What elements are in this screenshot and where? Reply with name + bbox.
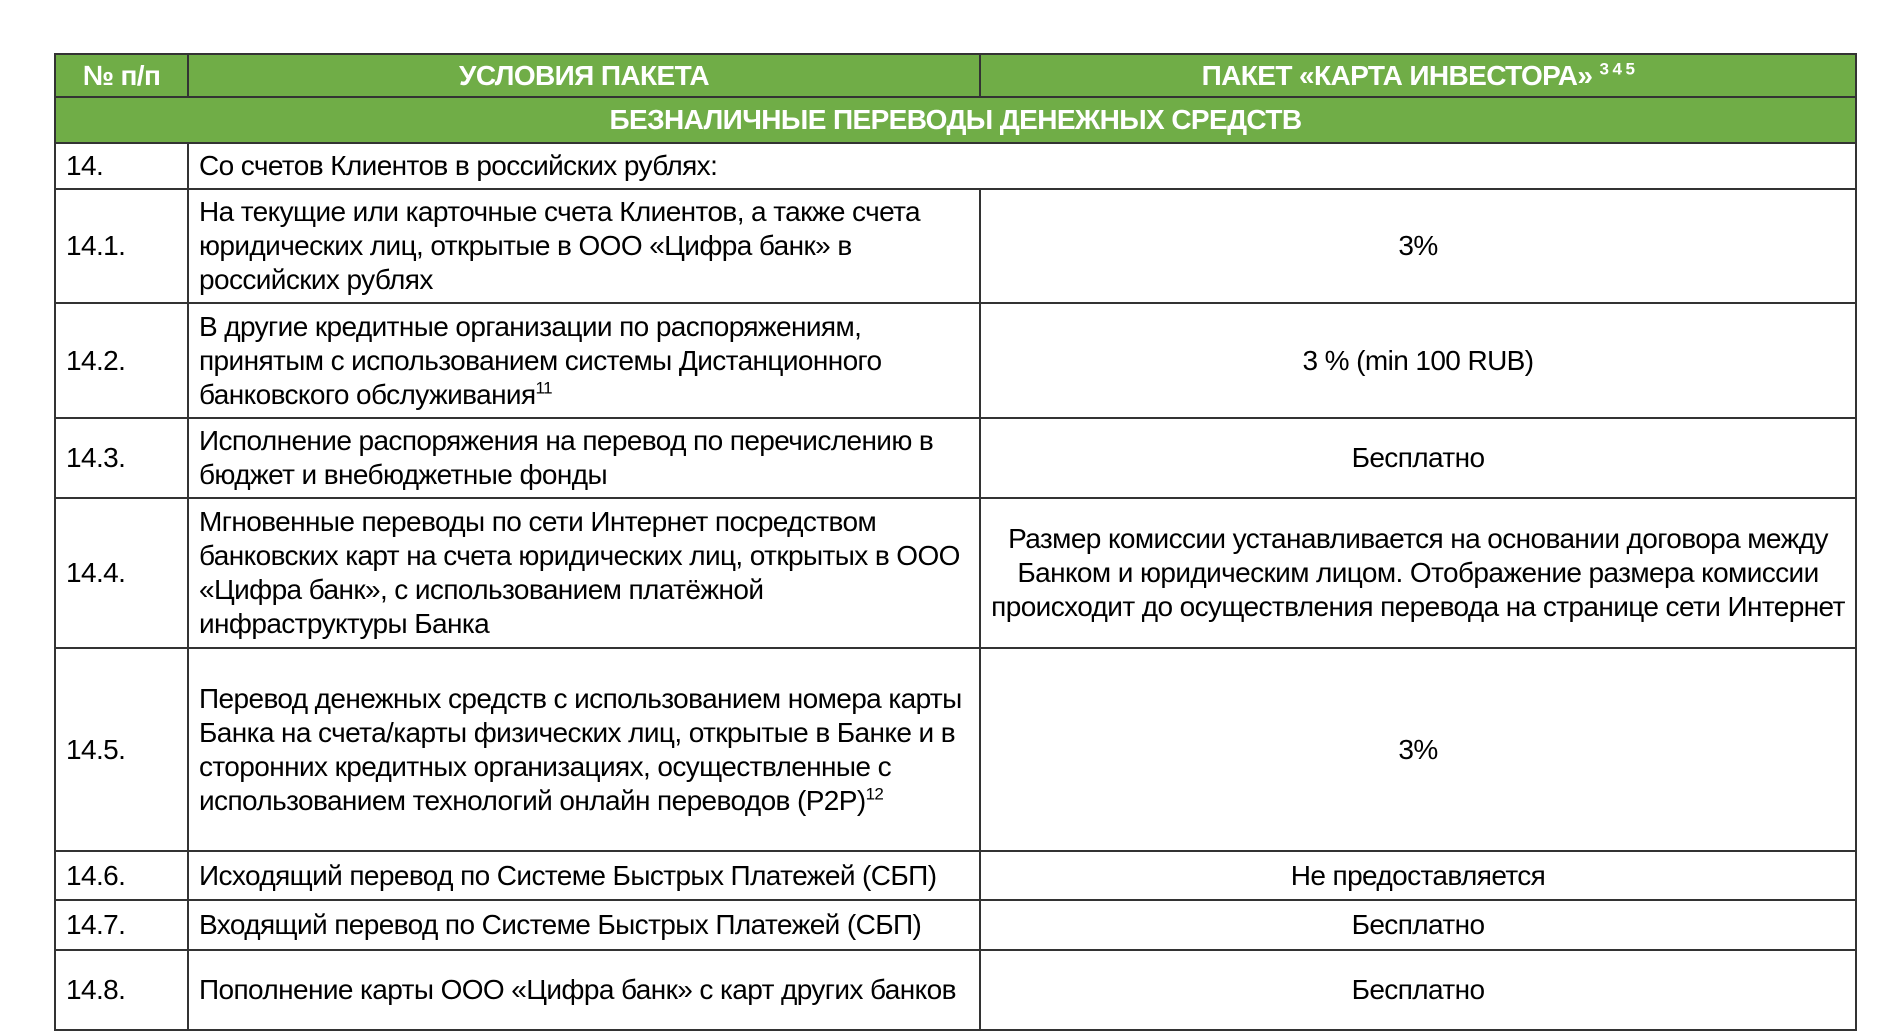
row-condition <box>188 498 980 648</box>
section-row <box>55 97 1856 143</box>
section-title: БЕЗНАЛИЧНЫЕ ПЕРЕВОДЫ ДЕНЕЖНЫХ СРЕДСТВ <box>55 97 1856 143</box>
table-row <box>55 900 1856 950</box>
table-row <box>55 648 1856 851</box>
row-condition <box>188 418 980 498</box>
row-condition-text: Исполнение распоряжения на перевод по перечислению в бюджет и внебюджетные фонды <box>199 425 934 490</box>
group-text: Со счетов Клиентов в российских рублях: <box>188 143 1856 189</box>
row-condition <box>188 303 980 418</box>
table-row <box>55 189 1856 303</box>
row-condition <box>188 189 980 303</box>
table-row <box>55 303 1856 418</box>
row-value: Размер комиссии устанавливается на основании договора между Банком и юридическим лицом. Отображение размера комиссии происходит до осуществления перевода на странице сети Интернет <box>980 498 1856 648</box>
header-num: № п/п <box>55 54 188 97</box>
table-row <box>55 418 1856 498</box>
row-condition <box>188 900 980 950</box>
row-num: 14.2. <box>55 303 188 418</box>
row-condition-text: В другие кредитные организации по распоряжениям, принятым с использованием системы Дистанционного банковского обслуживания <box>199 310 882 410</box>
row-condition-text: Мгновенные переводы по сети Интернет посредством банковских карт на счета юридических лиц, открытых в ООО «Цифра банк», с использованием платёжной инфраструктуры Банка <box>199 506 960 639</box>
header-conditions: УСЛОВИЯ ПАКЕТА <box>188 54 980 97</box>
row-value: Бесплатно <box>980 418 1856 498</box>
row-num: 14.7. <box>55 900 188 950</box>
table-row <box>55 498 1856 648</box>
group-num: 14. <box>55 143 188 189</box>
row-num: 14.1. <box>55 189 188 303</box>
header-package-footnotes: 3 4 5 <box>1599 59 1635 79</box>
row-condition <box>188 950 980 1030</box>
row-num: 14.6. <box>55 851 188 900</box>
row-footnote: 11 <box>535 378 552 398</box>
header-package <box>980 54 1856 97</box>
row-condition-text: Исходящий перевод по Системе Быстрых Платежей (СБП) <box>199 859 937 891</box>
row-value: Бесплатно <box>980 900 1856 950</box>
row-condition-text: Перевод денежных средств с использованием номера карты Банка на счета/карты физических лиц, открытые в Банке и в сторонних кредитных организациях, осуществленные с использованием технологий онлайн переводов (P2P) <box>199 682 962 816</box>
row-value: Бесплатно <box>980 950 1856 1030</box>
row-value: 3% <box>980 648 1856 851</box>
row-condition-text: На текущие или карточные счета Клиентов, а также счета юридических лиц, открытые в ООО «Цифра банк» в российских рублях <box>199 196 921 295</box>
row-num: 14.5. <box>55 648 188 851</box>
row-value: Не предоставляется <box>980 851 1856 900</box>
header-package-label: ПАКЕТ «КАРТА ИНВЕСТОРА» <box>1201 59 1593 91</box>
tariff-table <box>54 53 1857 1031</box>
row-footnote: 12 <box>865 784 884 804</box>
group-row <box>55 143 1856 189</box>
row-num: 14.4. <box>55 498 188 648</box>
row-condition <box>188 648 980 851</box>
table-row <box>55 950 1856 1030</box>
row-condition-text: Пополнение карты ООО «Цифра банк» с карт других банков <box>199 974 956 1005</box>
table-header-row <box>55 54 1856 97</box>
row-condition-text: Входящий перевод по Системе Быстрых Платежей (СБП) <box>199 909 922 940</box>
row-value: 3 % (min 100 RUB) <box>980 303 1856 418</box>
table-row <box>55 851 1856 900</box>
row-num: 14.3. <box>55 418 188 498</box>
row-value: 3% <box>980 189 1856 303</box>
row-condition <box>188 851 980 900</box>
row-num: 14.8. <box>55 950 188 1030</box>
